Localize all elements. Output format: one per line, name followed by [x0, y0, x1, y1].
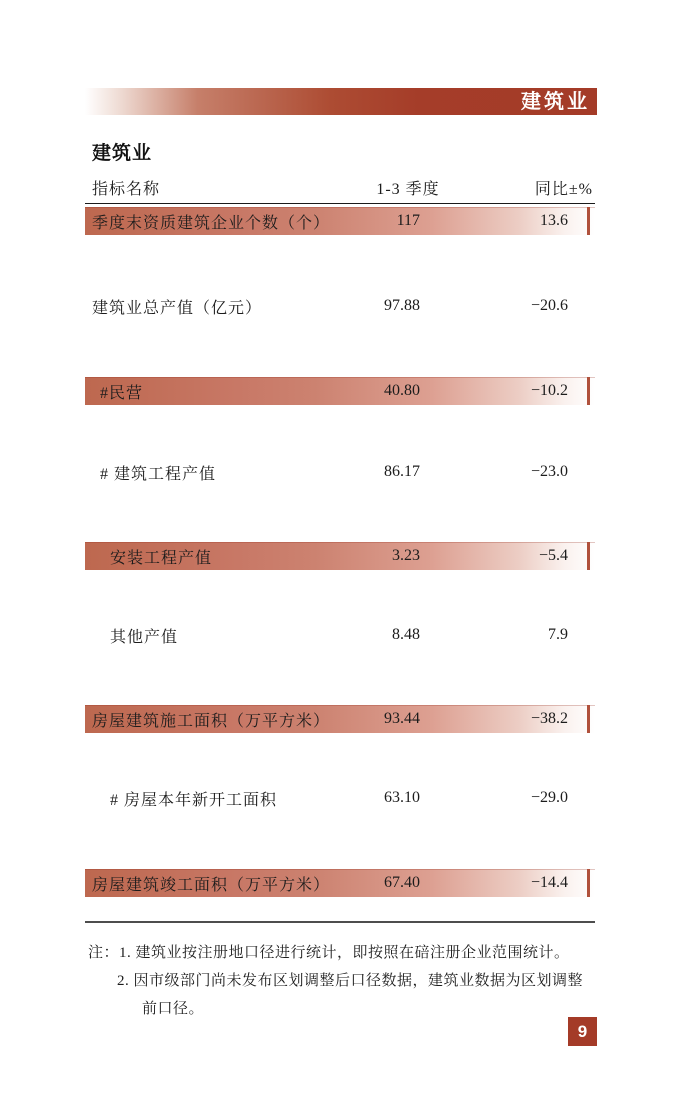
table-bottom-divider: [85, 921, 595, 923]
row-period-value: 93.44: [384, 710, 420, 727]
row-yoy-value: −5.4: [538, 547, 568, 564]
row-period-value: 40.80: [384, 382, 420, 399]
table-row: [85, 292, 595, 320]
footnote-line: 2. 因市级部门尚未发布区划调整后口径数据，建筑业数据为区划调整: [117, 973, 584, 989]
table-row: [85, 458, 595, 486]
row-yoy-value: −10.2: [530, 382, 568, 399]
row-label: 其他产值: [110, 628, 179, 646]
row-highlight-tick: [587, 869, 590, 897]
row-period-value: 117: [396, 212, 420, 229]
row-period-value: 97.88: [384, 297, 420, 314]
row-label: 房屋建筑施工面积（万平方米）: [92, 712, 330, 730]
row-period-value: 8.48: [392, 626, 420, 643]
row-highlight-tick: [587, 207, 590, 235]
column-header-period: 1-3 季度: [376, 181, 440, 198]
footnote-line: 前口径。: [142, 1001, 205, 1017]
row-period-value: 3.23: [392, 547, 420, 564]
row-label: # 房屋本年新开工面积: [110, 791, 278, 809]
row-highlight-tick: [587, 705, 590, 733]
section-banner: [85, 88, 597, 115]
row-yoy-value: −38.2: [530, 710, 568, 727]
row-label: 房屋建筑竣工面积（万平方米）: [92, 876, 330, 894]
table-header: [85, 176, 595, 204]
column-header-yoy: 同比±%: [534, 181, 593, 198]
row-period-value: 86.17: [384, 463, 420, 480]
column-header-indicator: 指标名称: [92, 181, 161, 198]
row-label: # 建筑工程产值: [100, 465, 217, 483]
row-yoy-value: 7.9: [548, 626, 568, 643]
row-yoy-value: −23.0: [530, 463, 568, 480]
table-row: [85, 377, 595, 405]
page-number-badge: [568, 1017, 597, 1046]
row-label: 安装工程产值: [110, 549, 213, 567]
row-yoy-value: −14.4: [530, 874, 568, 891]
row-highlight-tick: [587, 542, 590, 570]
table-row: [85, 542, 595, 570]
row-yoy-value: 13.6: [540, 212, 568, 229]
row-highlight-tick: [587, 377, 590, 405]
table-row: [85, 621, 595, 649]
table-row: [85, 869, 595, 897]
row-yoy-value: −29.0: [530, 789, 568, 806]
footnote-line: 注：1. 建筑业按注册地口径进行统计，即按照在碚注册企业范围统计。: [88, 945, 570, 961]
table-row: [85, 784, 595, 812]
row-period-value: 63.10: [384, 789, 420, 806]
row-period-value: 67.40: [384, 874, 420, 891]
table-row: [85, 705, 595, 733]
page-number: 9: [577, 1021, 588, 1041]
page-title: 建筑业: [92, 143, 153, 164]
banner-title: 建筑业: [521, 90, 590, 113]
row-label: #民营: [100, 384, 144, 402]
table-row: [85, 207, 595, 235]
row-label: 建筑业总产值（亿元）: [92, 299, 263, 317]
row-yoy-value: −20.6: [530, 297, 568, 314]
row-label: 季度末资质建筑企业个数（个）: [92, 214, 330, 232]
